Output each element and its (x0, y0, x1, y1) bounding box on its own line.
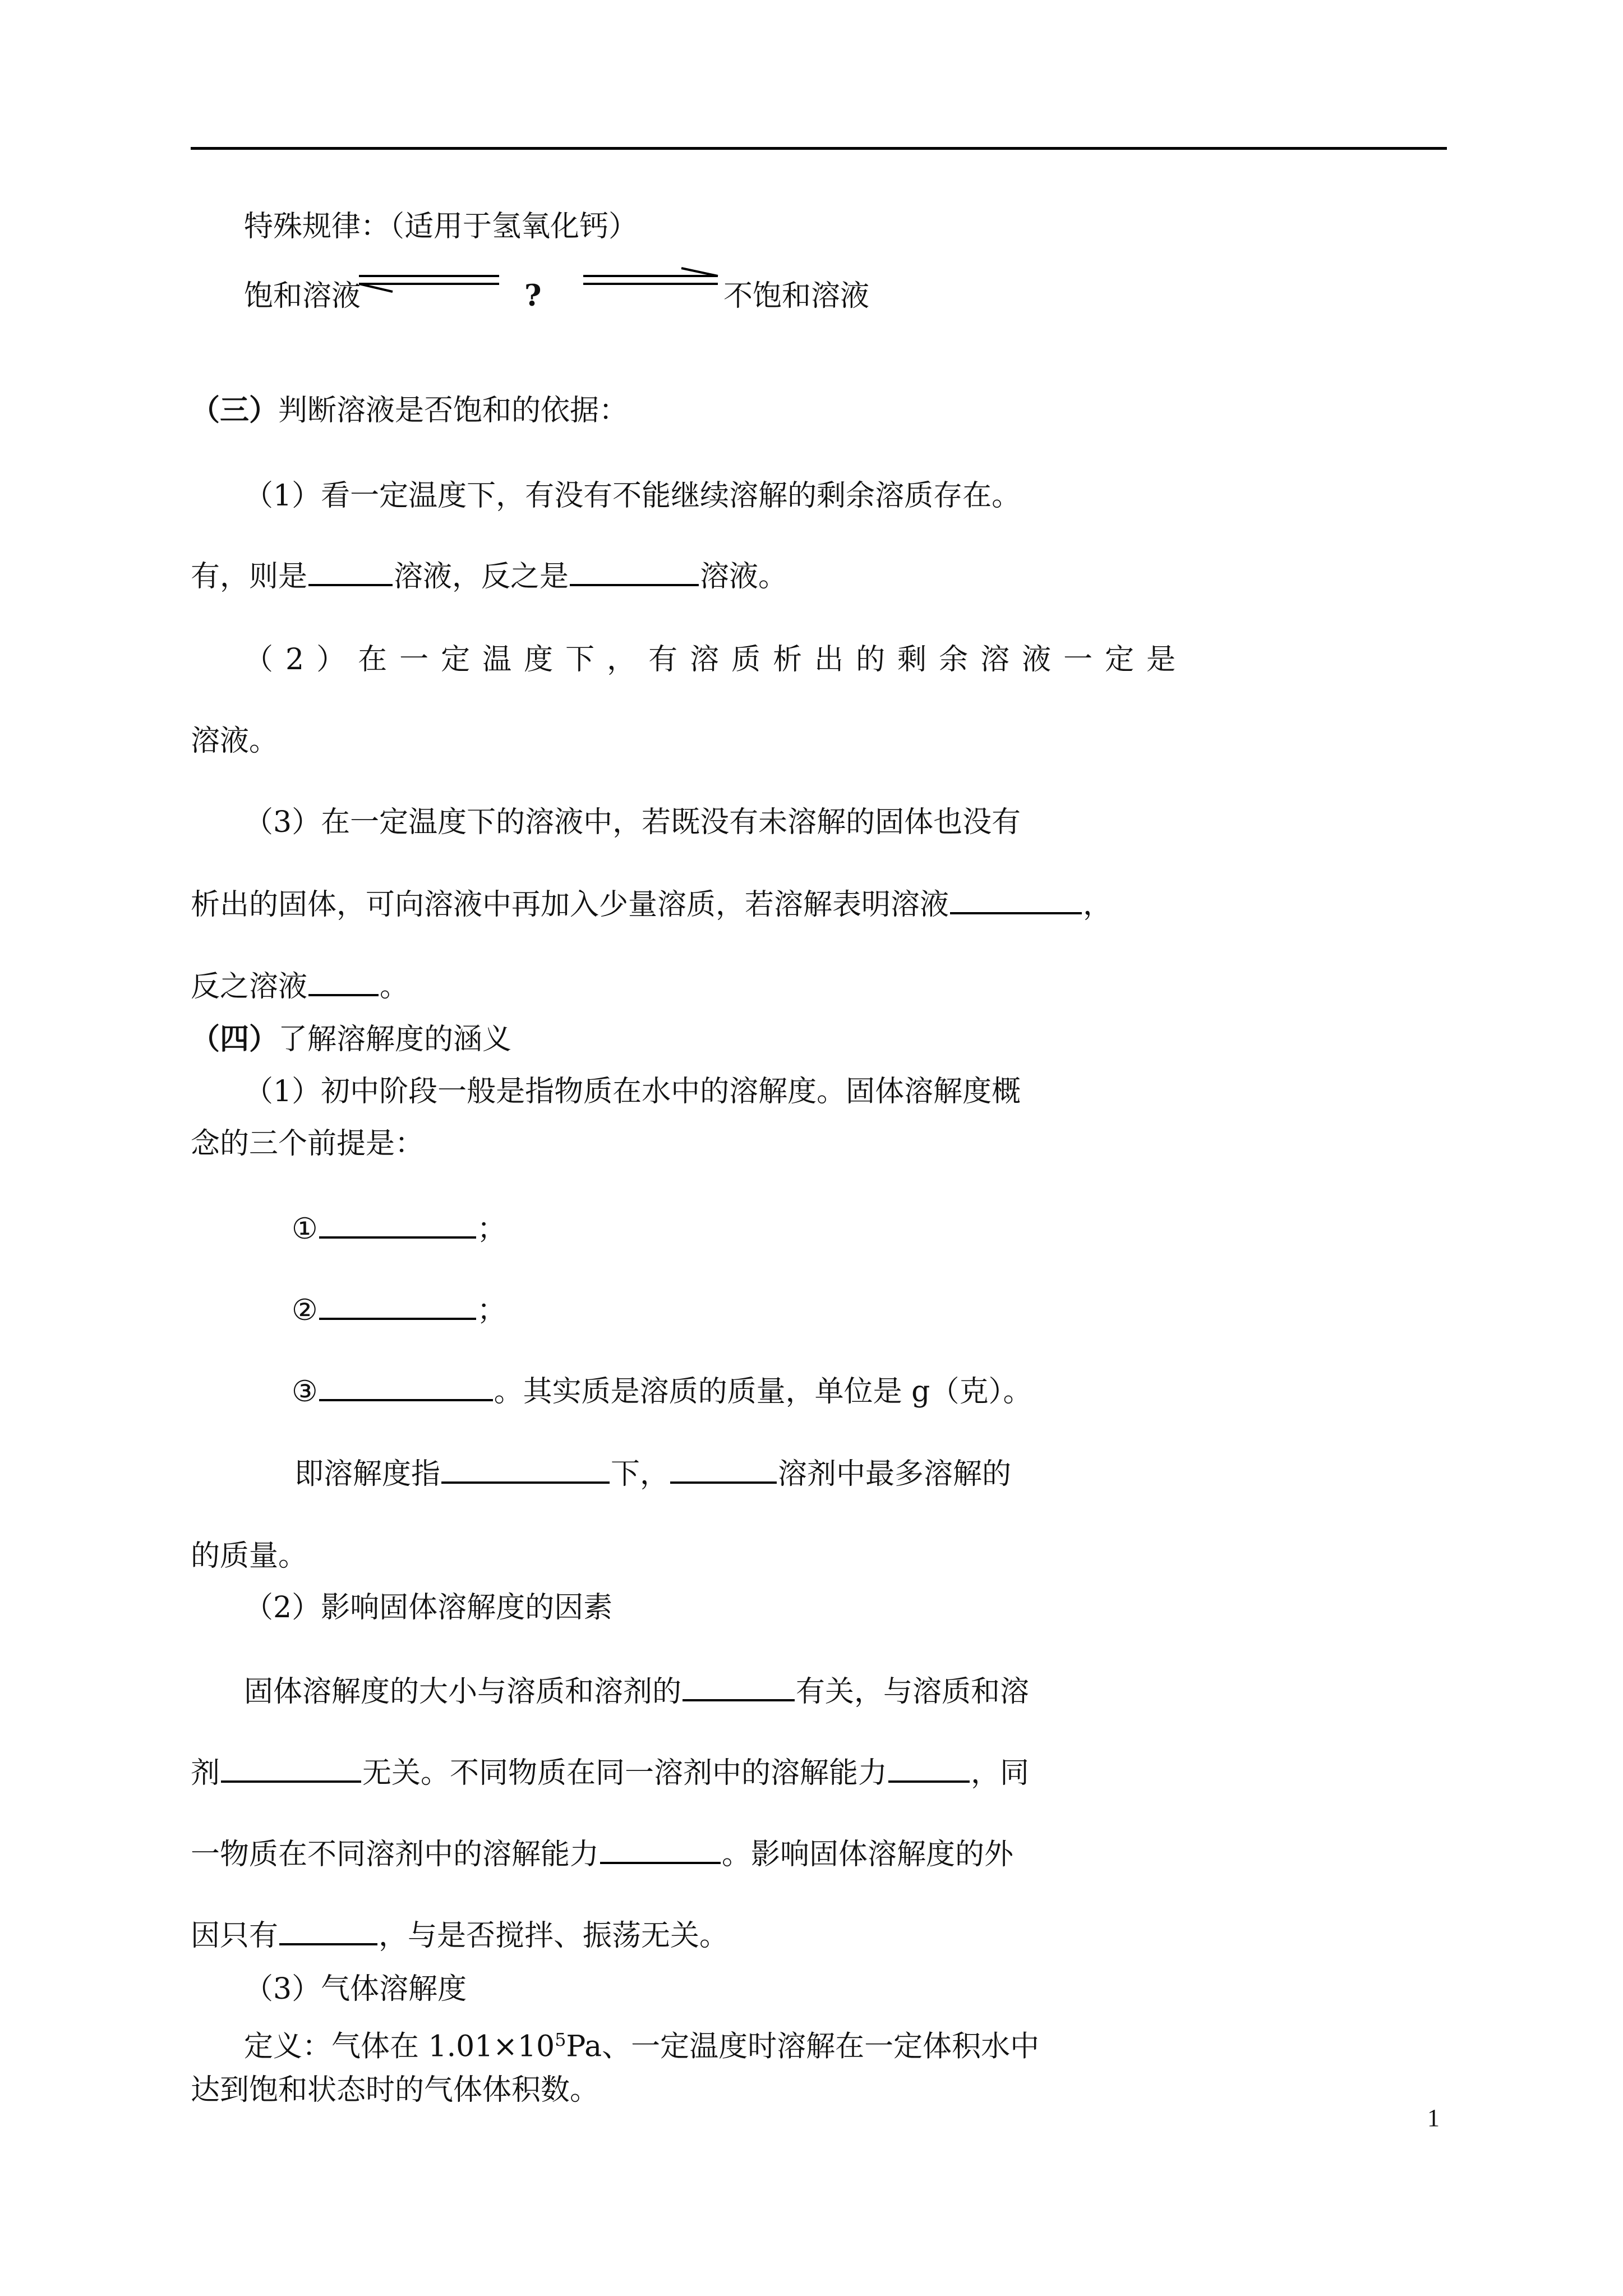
blank[interactable] (279, 1917, 377, 1945)
blank[interactable] (319, 1292, 476, 1320)
blank[interactable] (308, 968, 379, 996)
arrow-condition: ? (524, 279, 542, 313)
section-3-heading: （三）判断溶液是否饱和的依据： (191, 393, 629, 427)
blank[interactable] (670, 1456, 777, 1484)
factor-line-3: 一物质在不同溶剂中的溶解能力 。影响固体溶解度的外 (191, 1834, 1013, 1875)
factor-line-1: 固体溶解度的大小与溶质和溶剂的 有关，与溶质和溶 (244, 1672, 1029, 1712)
blank[interactable] (570, 558, 699, 586)
section-4-heading: （四）了解溶解度的涵义 (191, 1022, 512, 1056)
s3-line-4: 溶液。 (191, 724, 279, 758)
subheading-factors: （2）影响固体溶解度的因素 (244, 1591, 613, 1625)
blank[interactable] (950, 886, 1082, 914)
blank[interactable] (888, 1755, 970, 1783)
blank[interactable] (319, 1211, 476, 1239)
header-rule (191, 147, 1447, 150)
subheading-gas: （3）气体溶解度 (244, 1972, 467, 2006)
blank[interactable] (441, 1456, 610, 1484)
s4-line-2: 念的三个前提是： (191, 1127, 425, 1161)
gas-definition-1: 定义：气体在 $1.01\times 10^5Pa$、一定温度时溶解在一定体积水中 (244, 2029, 1040, 2064)
blank[interactable] (221, 1755, 361, 1783)
premise-1: ① ； (292, 1209, 506, 1249)
s3-line-6: 析出的固体，可向溶液中再加入少量溶质，若溶解表明溶液 ， (191, 885, 1112, 925)
special-rule-title: 特殊规律：（适用于氢氧化钙） (244, 210, 638, 243)
s3-line-5: （3）在一定温度下的溶液中，若既没有未溶解的固体也没有 (244, 806, 1021, 839)
s3-line-3: （2）在一定温度下，有溶质析出的剩余溶液一定是 (244, 643, 1188, 677)
s3-line-2: 有，则是 溶液，反之是 溶液。 (191, 556, 787, 597)
s4-line-1: （1）初中阶段一般是指物质在水中的溶解度。固体溶解度概 (244, 1075, 1021, 1108)
blank[interactable] (683, 1673, 795, 1701)
unsaturated-label: 不饱和溶液 (723, 279, 870, 313)
blank[interactable] (308, 558, 393, 586)
saturated-label: 饱和溶液 (244, 279, 361, 313)
s3-line-7: 反之溶液 。 (191, 967, 409, 1007)
definition-line-2: 的质量。 (191, 1539, 308, 1573)
blank[interactable] (600, 1836, 721, 1864)
s3-line-1: （1）看一定温度下，有没有不能继续溶解的剩余溶质存在。 (244, 479, 1021, 513)
premise-2: ② ； (292, 1290, 506, 1331)
page-number: 1 (1427, 2104, 1440, 2132)
premise-3: ③ 。其实质是溶质的质量，单位是 g（克）。 (292, 1372, 1032, 1412)
factor-line-4: 因只有 ，与是否搅拌、振荡无关。 (191, 1916, 728, 1956)
factor-line-2: 剂 无关。不同物质在同一溶剂中的溶解能力 ，同 (191, 1753, 1029, 1793)
blank[interactable] (319, 1373, 493, 1401)
definition-line: 即溶解度指 下， 溶剂中最多溶解的 (294, 1454, 1011, 1494)
gas-definition-2: 达到饱和状态时的气体体积数。 (191, 2073, 600, 2107)
